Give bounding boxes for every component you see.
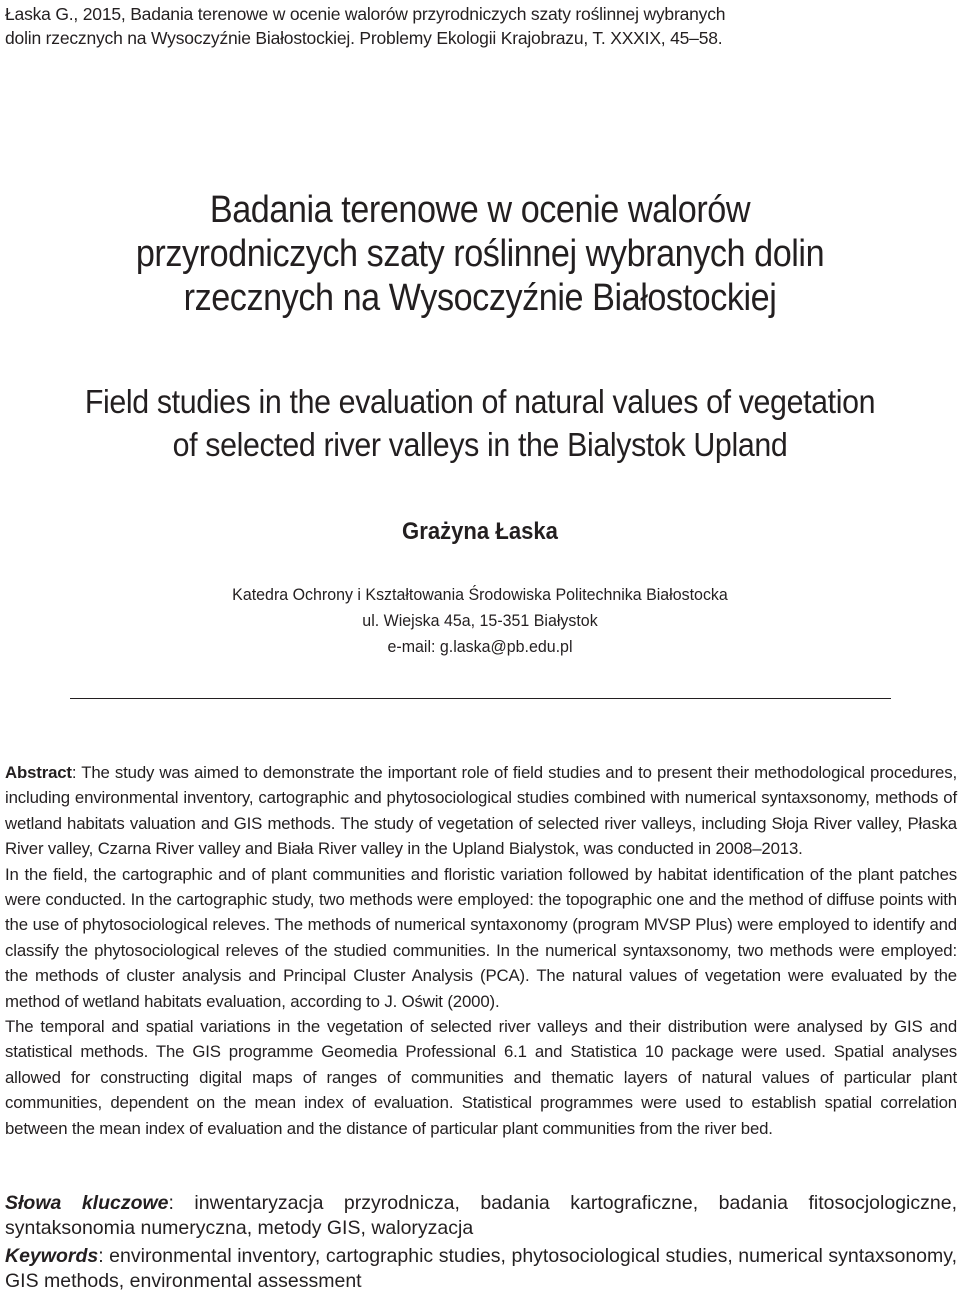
citation: [5, 2, 935, 50]
affiliation-email: e-mail: g.laska@pb.edu.pl: [387, 637, 573, 656]
abstract-paragraph-2: In the field, the cartographic and of plant communities and floristic variation followed by habitat identification of the plant patches were conducted. In the cartographic study, two methods were employed: the topographic one and the method of diffuse points with the use of phytosociological releves. The methods of numerical syntaxonomy (program MVSP Plus) were employed to identify and classify the phytosociological releves of the studied communities. In the numerical syntaxsonomy, two methods were employed: the methods of cluster analysis and Principal Cluster Analysis (PCA). The natural values of vegetation were evaluated by the method of wetland habitats evaluation, according to J. Oświt (2000).: [5, 864, 957, 1011]
horizontal-divider: [70, 698, 891, 699]
title-english: [75, 380, 885, 466]
keywords-english-label: Keywords: [5, 1245, 99, 1267]
keywords-english: [5, 1244, 957, 1294]
title-english-line-1: Field studies in the evaluation of natural values of vegetation: [84, 383, 876, 420]
keywords-polish: [5, 1191, 957, 1241]
title-polish-line-1: Badania terenowe w ocenie walorów: [209, 189, 751, 231]
abstract-paragraph-3: The temporal and spatial variations in the vegetation of selected river valleys and their distribution were analysed by GIS and statistical methods. The GIS programme Geomedia Professional 6.1 and Statistica 10 package were used. Spatial analyses allowed for constructing digital maps of ranges of communities and thematic layers of natural values of particular plant communities, dependent on the mean index of evaluation. Statistical programmes were used to establish spatial correlation between the mean index of evaluation and the distance of particular plant communities from the river bed.: [5, 1017, 957, 1138]
title-english-line-2: of selected river valleys in the Bialystok Upland: [172, 426, 788, 463]
affiliation-institution: Katedra Ochrony i Kształtowania Środowiska Politechnika Białostocka: [232, 585, 728, 604]
keywords-english-text: : environmental inventory, cartographic studies, phytosociological studies, numerical syntaxsonomy, GIS methods, environmental assessment: [5, 1245, 957, 1292]
keywords-polish-text: : inwentaryzacja przyrodnicza, badania kartograficzne, badania fitosocjologiczne, syntaksonomia numeryczna, metody GIS, waloryzacja: [5, 1192, 957, 1239]
title-polish: [102, 188, 858, 320]
title-polish-line-3: rzecznych na Wysoczyźnie Białostockiej: [183, 277, 777, 319]
abstract-text-1: : The study was aimed to demonstrate the important role of field studies and to present their methodological procedures, including environmental inventory, cartographic and phytosociological studies combined with numerical syntaxsonomy, methods of wetland habitats valuation and GIS methods. The study of vegetation of selected river valleys, including Słoja River valley, Płaska River valley, Czarna River valley and Biała River valley in the Upland Bialystok, was conducted in 2008–2013.: [5, 763, 957, 859]
title-polish-line-2: przyrodniczych szaty roślinnej wybranych dolin: [135, 233, 825, 275]
citation-line-2: dolin rzecznych na Wysoczyźnie Białostockiej. Problemy Ekologii Krajobrazu, T. XXXIX, 45–58.: [5, 28, 723, 48]
keywords-section: [5, 1191, 957, 1294]
abstract: [5, 760, 957, 1141]
abstract-paragraph-1: [5, 760, 957, 862]
keywords-polish-label: Słowa kluczowe: [5, 1192, 169, 1214]
abstract-heading: Abstract: [5, 763, 72, 782]
affiliation: [0, 582, 960, 660]
author-name: Grażyna Łaska: [402, 518, 558, 545]
citation-line-1: Łaska G., 2015, Badania terenowe w ocenie walorów przyrodniczych szaty roślinnej wybranych: [5, 4, 726, 24]
affiliation-address: ul. Wiejska 45a, 15-351 Białystok: [362, 611, 598, 630]
